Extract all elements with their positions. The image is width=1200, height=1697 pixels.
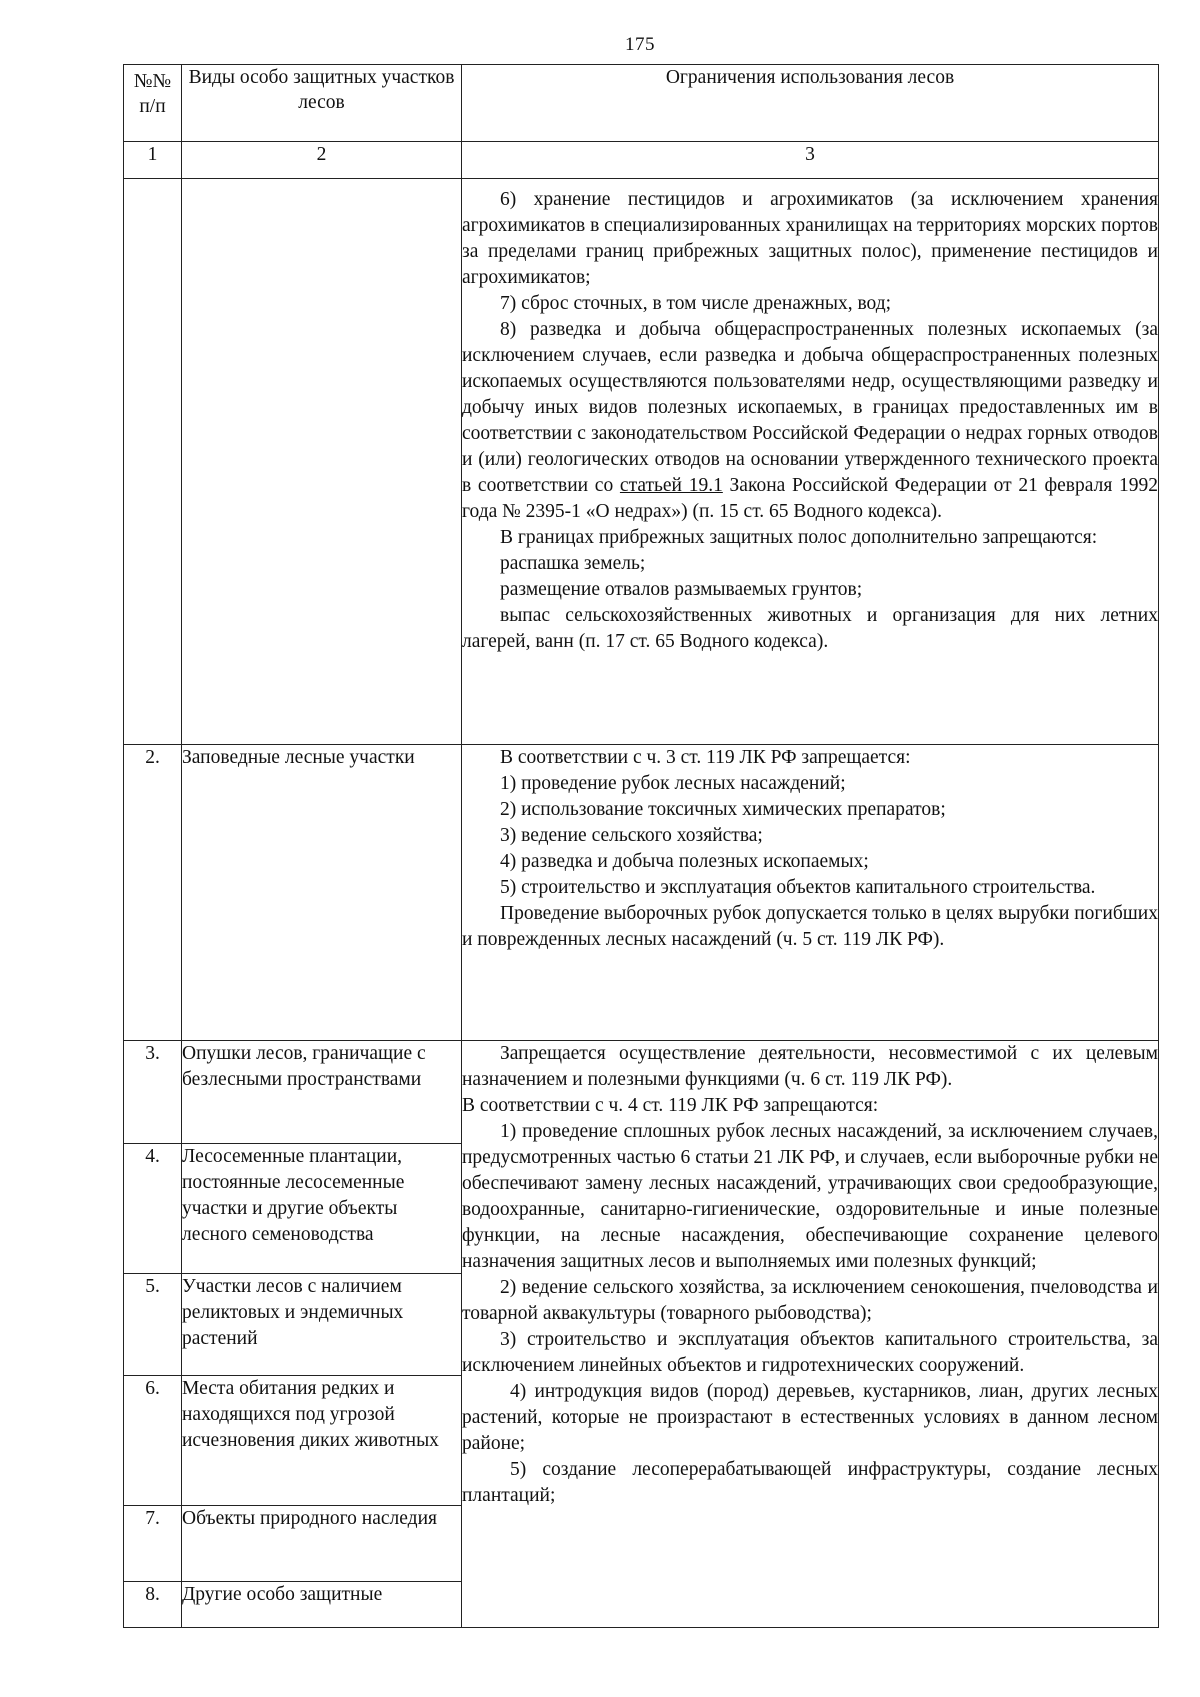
row-restrictions bbox=[462, 179, 1159, 745]
restriction-text: 8) разведка и добыча общераспространенных полезных ископаемых (за исключением случаев, если разведка и добыча общераспространенных полезных ископаемых осуществляются пользователями недр, осуществляющими разведку и добычу иных видов полезных ископаемых, в границах предоставленных им в соответствии с законодательством Российской Федерации о недрах горных отводов и (или) геологических отводов на основании утвержденного технического проекта в соответствии со bbox=[462, 319, 1158, 496]
restriction-item: 3) строительство и эксплуатация объектов капитального строительства, за исключением линейных объектов и гидротехнических сооружений. bbox=[462, 1329, 1158, 1376]
row-number: 3. bbox=[124, 1041, 182, 1144]
column-number-3: 3 bbox=[462, 142, 1159, 179]
row-kind: Лесосеменные плантации, постоянные лесосеменные участки и другие объекты лесного семеноводства bbox=[182, 1144, 462, 1274]
header-kind-column: Виды особо защитных участков лесов bbox=[182, 65, 462, 142]
restriction-item: 2) использование токсичных химических препаратов; bbox=[500, 799, 946, 820]
restriction-item: 1) проведение сплошных рубок лесных насаждений, за исключением случаев, предусмотренных частью 6 статьи 21 ЛК РФ, и случаев, если выборочные рубки не обеспечивают замену лесных насаждений, утрачивающих свои средообразующие, водоохранные, санитарно-гигиенические, оздоровительные и иные полезные функции, на лесные насаждения, обеспечивающие сохранение целевого назначения защитных лесов и выполняемых ими полезных функций; bbox=[462, 1121, 1158, 1272]
restriction-item: 7) сброс сточных, в том числе дренажных, вод; bbox=[500, 293, 892, 314]
table-row-continuation bbox=[124, 179, 1159, 745]
restriction-item: 4) разведка и добыча полезных ископаемых; bbox=[500, 851, 869, 872]
row-kind: Участки лесов с наличием реликтовых и эндемичных растений bbox=[182, 1274, 462, 1376]
table-row-3 bbox=[124, 1041, 1159, 1144]
restriction-item: 3) ведение сельского хозяйства; bbox=[500, 825, 763, 846]
row-number: 4. bbox=[124, 1144, 182, 1274]
forest-restrictions-table bbox=[123, 64, 1159, 1628]
restriction-item: 5) строительство и эксплуатация объектов капитального строительства. bbox=[500, 877, 1096, 898]
law-article-link[interactable]: статьей 19.1 bbox=[619, 475, 723, 496]
restriction-item: 4) интродукция видов (пород) деревьев, кустарников, лиан, других лесных растений, которые не произрастают в естественных условиях в данном лесном районе; bbox=[462, 1381, 1158, 1454]
row-kind: Заповедные лесные участки bbox=[182, 745, 462, 1041]
header-number-column: №№ п/п bbox=[124, 65, 182, 142]
column-number-1: 1 bbox=[124, 142, 182, 179]
column-number-2: 2 bbox=[182, 142, 462, 179]
restriction-text: Закона Российской Федерации от 21 февраля 1992 года № 2395-1 «О недрах») (п. 15 ст. 65 Водного кодекса). bbox=[462, 475, 1158, 522]
row-number-empty bbox=[124, 179, 182, 745]
restriction-item: 5) создание лесоперерабатывающей инфраструктуры, создание лесных плантаций; bbox=[462, 1459, 1158, 1506]
row-kind-empty bbox=[182, 179, 462, 745]
row-number: 8. bbox=[124, 1582, 182, 1628]
row-kind: Объекты природного наследия bbox=[182, 1506, 462, 1582]
restriction-item: 2) ведение сельского хозяйства, за исключением сенокошения, пчеловодства и товарной аквакультуры (товарного рыбоводства); bbox=[462, 1277, 1158, 1324]
restriction-item: 1) проведение рубок лесных насаждений; bbox=[500, 773, 846, 794]
group-restrictions bbox=[462, 1041, 1159, 1628]
restriction-item: В соответствии с ч. 4 ст. 119 ЛК РФ запрещаются: bbox=[462, 1095, 879, 1116]
restriction-item: В границах прибрежных защитных полос дополнительно запрещаются: bbox=[500, 527, 1098, 548]
row-restrictions bbox=[462, 745, 1159, 1041]
restriction-item: 6) хранение пестицидов и агрохимикатов (за исключением хранения агрохимикатов в специализированных хранилищах на территориях морских портов за пределами границ прибрежных защитных полос), применение пестицидов и агрохимикатов; bbox=[462, 189, 1158, 288]
restriction-item bbox=[462, 317, 1158, 525]
restriction-item: размещение отвалов размываемых грунтов; bbox=[500, 579, 863, 600]
restriction-item: В соответствии с ч. 3 ст. 119 ЛК РФ запрещается: bbox=[500, 747, 911, 768]
restriction-item: Проведение выборочных рубок допускается только в целях вырубки погибших и поврежденных лесных насаждений (ч. 5 ст. 119 ЛК РФ). bbox=[462, 903, 1158, 950]
row-kind: Места обитания редких и находящихся под угрозой исчезновения диких животных bbox=[182, 1376, 462, 1506]
restriction-item: распашка земель; bbox=[500, 553, 646, 574]
row-kind: Другие особо защитные bbox=[182, 1582, 462, 1628]
row-kind: Опушки лесов, граничащие с безлесными пространствами bbox=[182, 1041, 462, 1144]
header-restrictions-column: Ограничения использования лесов bbox=[462, 65, 1159, 142]
restriction-item: Запрещается осуществление деятельности, несовместимой с их целевым назначением и полезными функциями (ч. 6 ст. 119 ЛК РФ). bbox=[462, 1043, 1158, 1090]
page-number: 175 bbox=[625, 34, 655, 55]
table-row-2 bbox=[124, 745, 1159, 1041]
row-number: 6. bbox=[124, 1376, 182, 1506]
table-header-row bbox=[124, 65, 1159, 142]
column-numbers-row bbox=[124, 142, 1159, 179]
row-number: 7. bbox=[124, 1506, 182, 1582]
restriction-item: выпас сельскохозяйственных животных и организация для них летних лагерей, ванн (п. 17 ст. 65 Водного кодекса). bbox=[462, 605, 1158, 652]
row-number: 5. bbox=[124, 1274, 182, 1376]
row-number: 2. bbox=[124, 745, 182, 1041]
